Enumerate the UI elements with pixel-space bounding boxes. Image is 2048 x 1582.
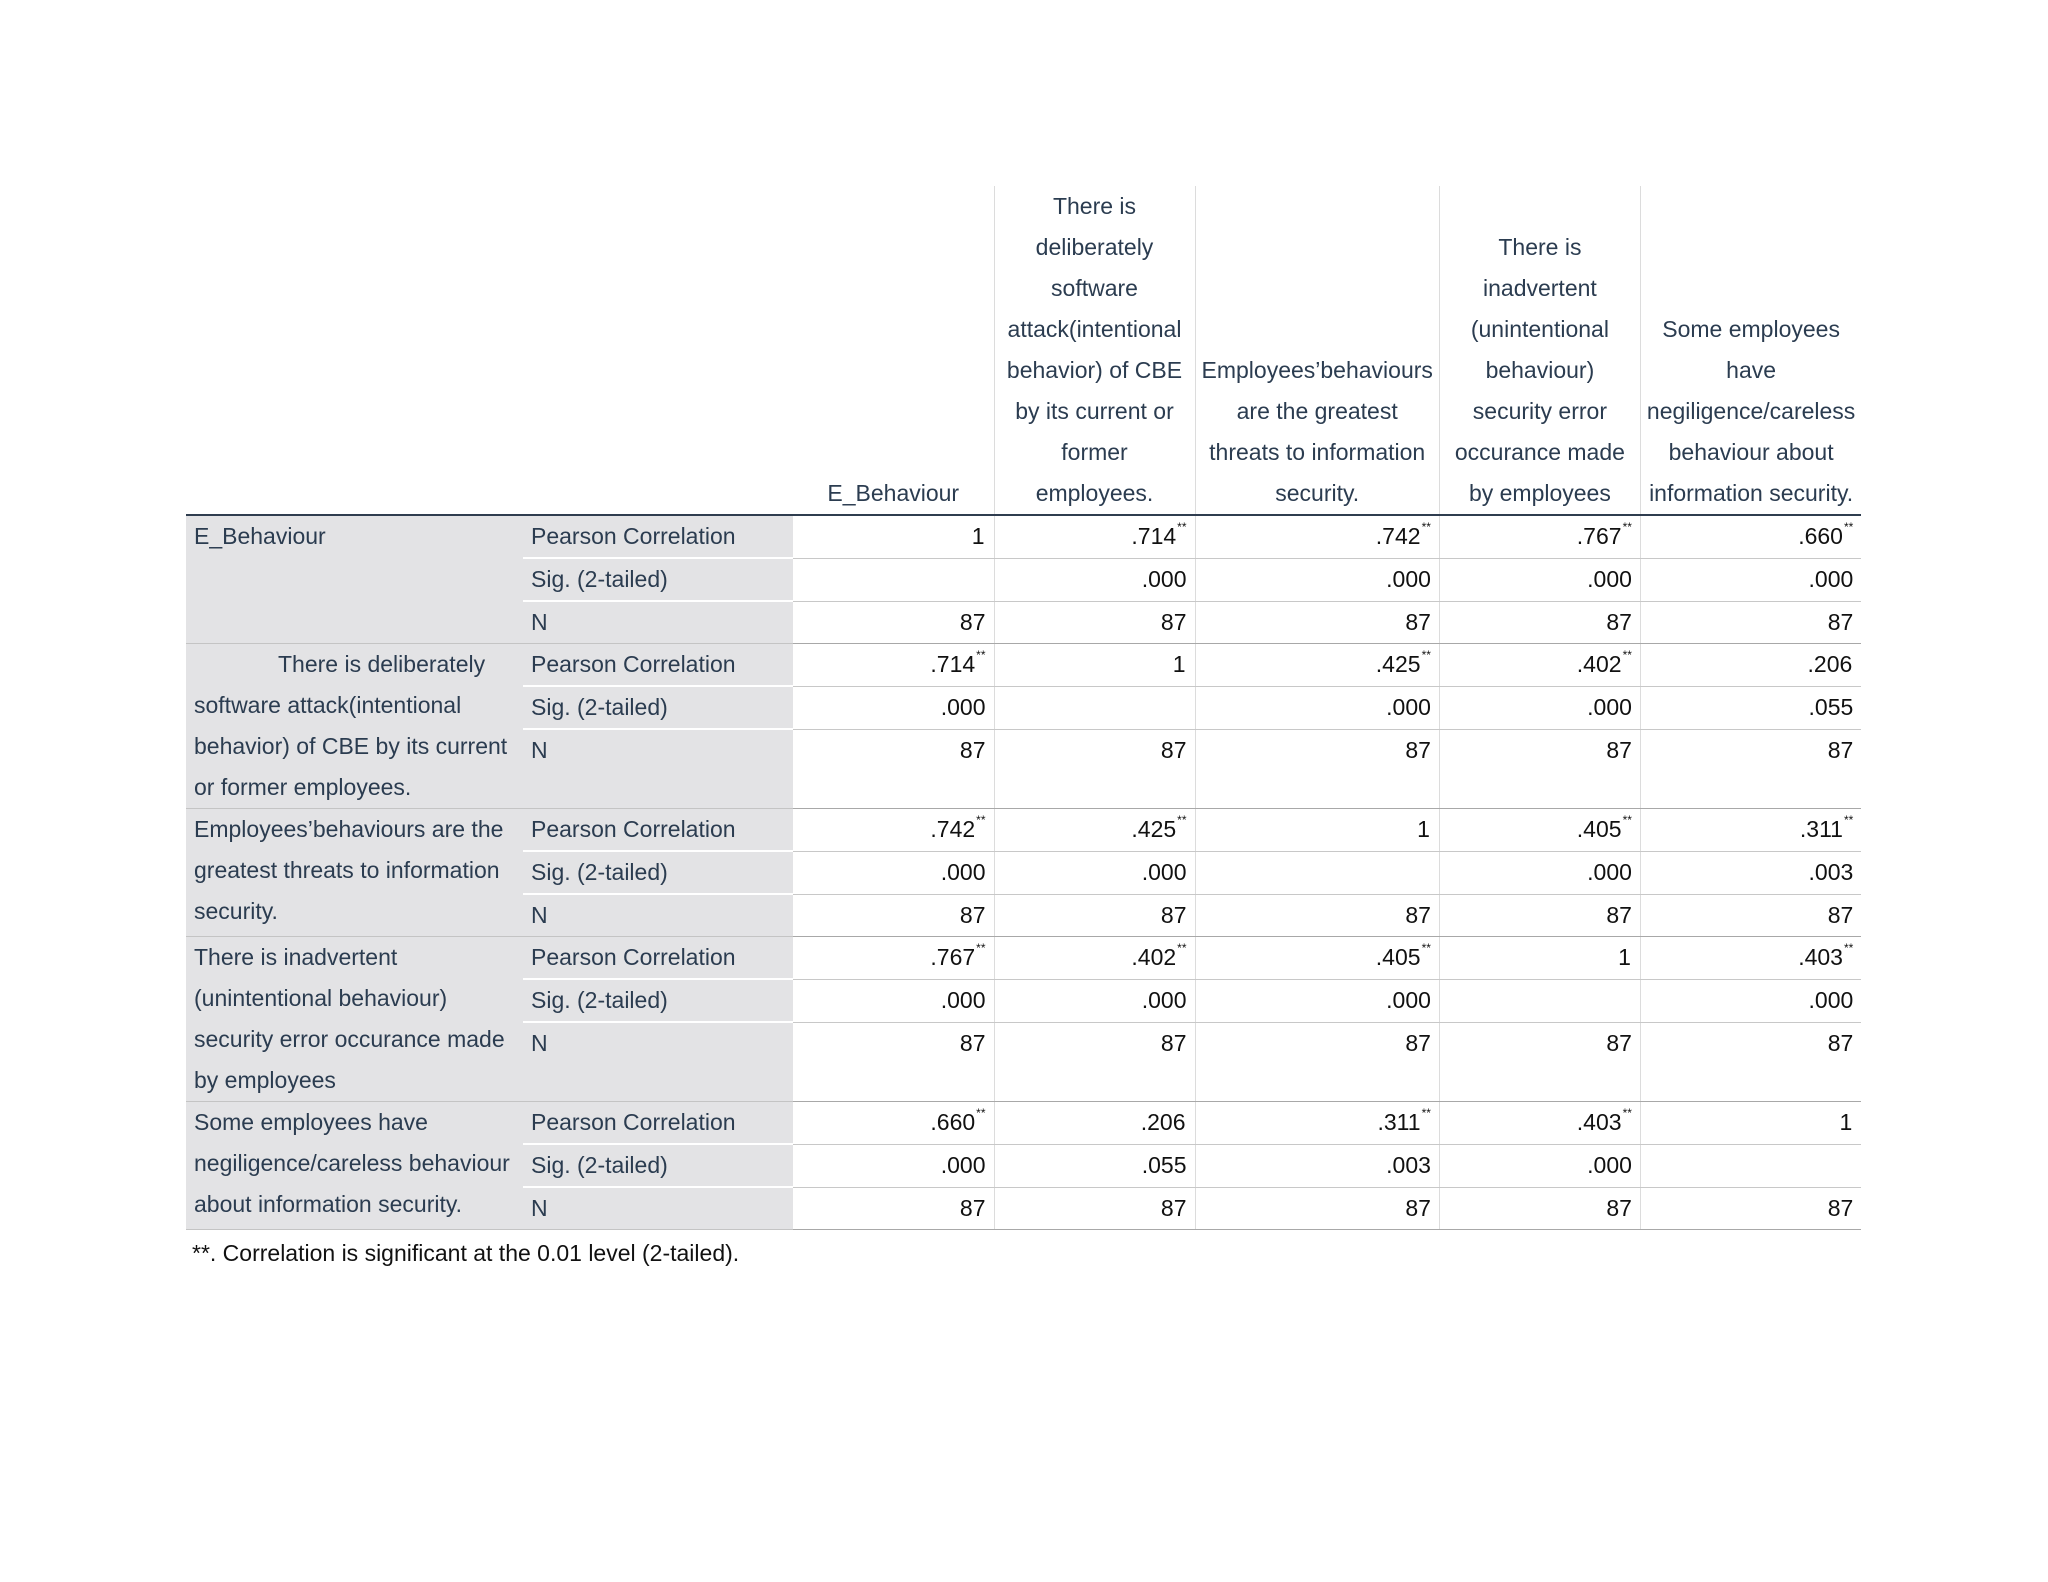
- n-value-cell: 87: [1195, 729, 1439, 809]
- pearson-value-cell: [1195, 809, 1439, 852]
- row-variable-label: [186, 644, 523, 809]
- stat-label: N: [523, 1187, 793, 1230]
- significance-marker: **: [976, 648, 986, 662]
- n-value-cell: 87: [994, 601, 1195, 644]
- significance-marker: **: [976, 941, 986, 955]
- sig-value-cell: .000: [994, 558, 1195, 601]
- n-value-cell: 87: [994, 1022, 1195, 1102]
- significance-marker: **: [1622, 648, 1632, 662]
- pearson-value-cell: [1439, 937, 1640, 980]
- n-value-cell: 87: [1640, 601, 1861, 644]
- stat-label: Sig. (2-tailed): [523, 686, 793, 729]
- n-value-cell: 87: [1195, 1187, 1439, 1230]
- pearson-value-cell: [1640, 809, 1861, 852]
- row-variable-text: There is deliberately software attack(intentional behavior) of CBE by its current or former employees.: [194, 651, 508, 800]
- sig-value-cell: .000: [1439, 851, 1640, 894]
- column-header: Employees’behaviours are the greatest threats to information security.: [1195, 186, 1439, 515]
- row-variable-text: There is inadvertent (unintentional behaviour) security error occurance made by employees: [194, 944, 505, 1093]
- pearson-value-cell: [1439, 1102, 1640, 1145]
- pearson-value-cell: [994, 1102, 1195, 1145]
- pearson-value: .714: [1131, 523, 1177, 549]
- significance-marker: **: [976, 813, 986, 827]
- sig-value-cell: [1640, 1144, 1861, 1187]
- sig-value-cell: .003: [1640, 851, 1861, 894]
- table-row: [186, 937, 1861, 980]
- pearson-value-cell: [994, 644, 1195, 687]
- row-variable-text: Employees’behaviours are the greatest threats to information security.: [194, 816, 504, 924]
- n-value-cell: 87: [1439, 1187, 1640, 1230]
- n-value-cell: 87: [1640, 1022, 1861, 1102]
- pearson-value: .405: [1576, 816, 1622, 842]
- correlation-table-container: [186, 186, 1861, 1268]
- pearson-value-cell: [1439, 644, 1640, 687]
- table-row: [186, 1102, 1861, 1145]
- n-value-cell: 87: [1195, 601, 1439, 644]
- stat-label: N: [523, 894, 793, 937]
- n-value-cell: 87: [1640, 729, 1861, 809]
- pearson-value: .425: [1131, 816, 1177, 842]
- significance-marker: **: [1421, 1106, 1431, 1120]
- significance-marker: **: [1622, 813, 1632, 827]
- pearson-value-cell: [1640, 515, 1861, 558]
- stat-label: N: [523, 729, 793, 809]
- n-value-cell: 87: [793, 729, 994, 809]
- row-variable-label: [186, 1102, 523, 1230]
- pearson-value: .425: [1375, 651, 1421, 677]
- pearson-value: .660: [930, 1109, 976, 1135]
- pearson-value: 1: [971, 523, 985, 549]
- n-value-cell: 87: [1439, 1022, 1640, 1102]
- sig-value-cell: .000: [1195, 686, 1439, 729]
- pearson-value-cell: [994, 937, 1195, 980]
- pearson-value: 1: [1172, 651, 1186, 677]
- sig-value-cell: .000: [994, 851, 1195, 894]
- significance-marker: **: [1177, 520, 1187, 534]
- n-value-cell: 87: [793, 894, 994, 937]
- stat-label: N: [523, 1022, 793, 1102]
- column-header-row: [186, 186, 1861, 515]
- pearson-value: .714: [930, 651, 976, 677]
- row-variable-text: E_Behaviour: [194, 523, 326, 549]
- pearson-value-cell: [1195, 644, 1439, 687]
- pearson-value: .206: [1140, 1109, 1186, 1135]
- n-value-cell: 87: [1195, 894, 1439, 937]
- pearson-value-cell: [1195, 1102, 1439, 1145]
- stat-label: Sig. (2-tailed): [523, 558, 793, 601]
- stat-label: Pearson Correlation: [523, 809, 793, 852]
- pearson-value-cell: [1439, 809, 1640, 852]
- pearson-value: .402: [1576, 651, 1622, 677]
- corner-cell: [186, 186, 523, 515]
- n-value-cell: 87: [793, 1022, 994, 1102]
- sig-value-cell: .055: [1640, 686, 1861, 729]
- sig-value-cell: .000: [793, 979, 994, 1022]
- stat-label: Sig. (2-tailed): [523, 851, 793, 894]
- row-variable-text: Some employees have negiligence/careless behaviour about information security.: [194, 1109, 510, 1217]
- sig-value-cell: [1195, 851, 1439, 894]
- pearson-value: .742: [1375, 523, 1421, 549]
- significance-marker: **: [1622, 1106, 1632, 1120]
- n-value-cell: 87: [793, 1187, 994, 1230]
- column-header: There is deliberately software attack(intentional behavior) of CBE by its current or former employees.: [994, 186, 1195, 515]
- significance-marker: **: [1843, 520, 1854, 534]
- significance-marker: **: [1421, 941, 1431, 955]
- sig-value-cell: .000: [1439, 558, 1640, 601]
- pearson-value-cell: [1439, 515, 1640, 558]
- sig-value-cell: [793, 558, 994, 601]
- sig-value-cell: .000: [1195, 558, 1439, 601]
- pearson-value: .742: [930, 816, 976, 842]
- pearson-value: .767: [930, 944, 976, 970]
- corner-cell: [523, 186, 793, 515]
- pearson-value: 1: [1839, 1109, 1853, 1135]
- pearson-value: .206: [1807, 651, 1853, 677]
- pearson-value-cell: [793, 515, 994, 558]
- n-value-cell: 87: [994, 1187, 1195, 1230]
- sig-value-cell: [1439, 979, 1640, 1022]
- pearson-value: .311: [1799, 816, 1843, 842]
- stat-label: Sig. (2-tailed): [523, 979, 793, 1022]
- n-value-cell: 87: [1439, 729, 1640, 809]
- n-value-cell: 87: [994, 729, 1195, 809]
- pearson-value: 1: [1618, 944, 1631, 970]
- n-value-cell: 87: [994, 894, 1195, 937]
- sig-value-cell: .000: [1439, 1144, 1640, 1187]
- correlation-table: [186, 186, 1861, 1230]
- sig-value-cell: .000: [1195, 979, 1439, 1022]
- significance-marker: **: [1177, 813, 1187, 827]
- stat-label: Pearson Correlation: [523, 515, 793, 558]
- pearson-value-cell: [793, 644, 994, 687]
- column-header: E_Behaviour: [793, 186, 994, 515]
- sig-value-cell: .000: [793, 851, 994, 894]
- pearson-value: 1: [1417, 816, 1430, 842]
- sig-value-cell: .000: [1640, 979, 1861, 1022]
- pearson-value-cell: [1195, 515, 1439, 558]
- significance-marker: **: [976, 1106, 986, 1120]
- table-footnote: **. Correlation is significant at the 0.01 level (2-tailed).: [192, 1240, 740, 1266]
- pearson-value: .767: [1576, 523, 1622, 549]
- column-header: There is inadvertent (unintentional behaviour) security error occurance made by employees: [1439, 186, 1640, 515]
- pearson-value: .660: [1798, 523, 1843, 549]
- significance-marker: **: [1843, 813, 1854, 827]
- stat-label: Pearson Correlation: [523, 644, 793, 687]
- sig-value-cell: .000: [994, 979, 1195, 1022]
- pearson-value: .405: [1375, 944, 1421, 970]
- significance-marker: **: [1421, 648, 1431, 662]
- table-row: [186, 515, 1861, 558]
- pearson-value-cell: [793, 809, 994, 852]
- significance-marker: **: [1622, 520, 1632, 534]
- stat-label: Pearson Correlation: [523, 937, 793, 980]
- stat-label: Sig. (2-tailed): [523, 1144, 793, 1187]
- sig-value-cell: .003: [1195, 1144, 1439, 1187]
- n-value-cell: 87: [1640, 894, 1861, 937]
- n-value-cell: 87: [1439, 601, 1640, 644]
- stat-label: Pearson Correlation: [523, 1102, 793, 1145]
- sig-value-cell: .000: [793, 686, 994, 729]
- pearson-value: .403: [1798, 944, 1843, 970]
- n-value-cell: 87: [1439, 894, 1640, 937]
- significance-marker: **: [1177, 941, 1187, 955]
- column-header: Some employees have negiligence/careless behaviour about information security.: [1640, 186, 1861, 515]
- table-row: [186, 644, 1861, 687]
- pearson-value: .402: [1131, 944, 1177, 970]
- n-value-cell: 87: [1640, 1187, 1861, 1230]
- sig-value-cell: .000: [1640, 558, 1861, 601]
- table-row: [186, 809, 1861, 852]
- pearson-value-cell: [994, 809, 1195, 852]
- pearson-value-cell: [793, 1102, 994, 1145]
- sig-value-cell: [994, 686, 1195, 729]
- pearson-value: .403: [1576, 1109, 1622, 1135]
- row-variable-label: [186, 809, 523, 937]
- pearson-value: .311: [1377, 1109, 1421, 1135]
- significance-marker: **: [1843, 941, 1854, 955]
- stat-label: N: [523, 601, 793, 644]
- n-value-cell: 87: [793, 601, 994, 644]
- pearson-value-cell: [1640, 937, 1861, 980]
- significance-marker: **: [1421, 520, 1431, 534]
- sig-value-cell: .000: [1439, 686, 1640, 729]
- pearson-value-cell: [1640, 1102, 1861, 1145]
- row-variable-label: [186, 515, 523, 644]
- table-body: [186, 515, 1861, 1230]
- pearson-value-cell: [793, 937, 994, 980]
- pearson-value-cell: [994, 515, 1195, 558]
- pearson-value-cell: [1640, 644, 1861, 687]
- sig-value-cell: .055: [994, 1144, 1195, 1187]
- n-value-cell: 87: [1195, 1022, 1439, 1102]
- pearson-value-cell: [1195, 937, 1439, 980]
- sig-value-cell: .000: [793, 1144, 994, 1187]
- row-variable-label: [186, 937, 523, 1102]
